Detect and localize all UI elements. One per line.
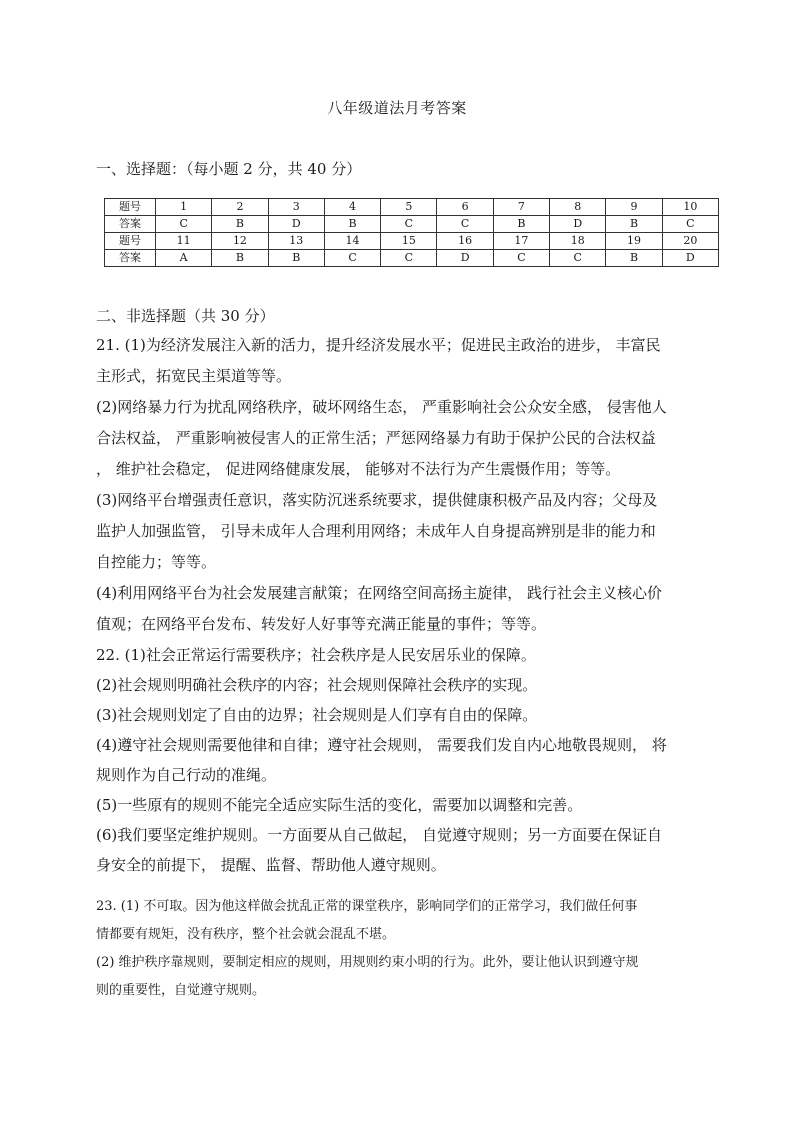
table-cell: 13 [268,233,324,250]
answer-line: (4)利用网络平台为社会发展建言献策；在网络空间高扬主旋律， 践行社会主义核心价 [96,584,663,602]
answer-line: 合法权益， 严重影响被侵害人的正常生活；严惩网络暴力有助于保护公民的合法权益 [96,429,656,447]
table-cell: 7 [493,199,549,216]
table-cell: C [662,216,718,233]
table-cell: 4 [324,199,380,216]
table-cell: 12 [212,233,268,250]
answer-line: 监护人加强监管， 引导未成年人合理利用网络；未成年人自身提高辨别是非的能力和 [96,522,656,540]
table-cell: 19 [606,233,662,250]
answer-line: (5)一些原有的规则不能完全适应实际生活的变化，需要加以调整和完善。 [96,796,583,814]
table-cell: C [324,250,380,267]
table-cell: 1 [156,199,212,216]
answer-table [104,198,719,267]
table-cell: B [493,216,549,233]
table-cell: B [268,250,324,267]
table-cell: 2 [212,199,268,216]
table-row [105,216,719,233]
table-cell: D [550,216,606,233]
table-row [105,233,719,250]
table-cell: 11 [156,233,212,250]
table-cell: 答案 [105,216,156,233]
answer-line: (2) 维护秩序靠规则，要制定相应的规则，用规则约束小明的行为。此外，要让他认识到遵守规 [96,955,639,970]
table-cell: C [156,216,212,233]
table-cell: A [156,250,212,267]
table-cell: 3 [268,199,324,216]
question-23-answer [96,893,696,1005]
table-cell: C [381,216,437,233]
table-cell: 14 [324,233,380,250]
question-21-answer [96,330,696,640]
answer-line: 主形式，拓宽民主渠道等等。 [96,367,292,385]
table-cell: B [606,216,662,233]
table-cell: 16 [437,233,493,250]
table-cell: 5 [381,199,437,216]
answer-line: 自控能力；等等。 [96,553,217,571]
answer-line: 21. (1)为经济发展注入新的活力，提升经济发展水平；促进民主政治的进步， 丰富民 [96,336,661,354]
answer-line: (4)遵守社会规则需要他律和自律；遵守社会规则， 需要我们发自内心地敬畏规则， 将 [96,736,667,754]
table-cell: 9 [606,199,662,216]
answer-line: 规则作为自己行动的准绳。 [96,766,277,784]
answer-line: (6)我们要坚定维护规则。一方面要从自己做起， 自觉遵守规则；另一方面要在保证自 [96,826,663,844]
table-cell: 8 [550,199,606,216]
table-cell: 6 [437,199,493,216]
answer-line: 23. (1) 不可取。因为他这样做会扰乱正常的课堂秩序，影响同学们的正常学习，我们做任何事 [96,899,638,914]
table-cell: 题号 [105,233,156,250]
table-cell: 20 [662,233,718,250]
table-cell: B [212,250,268,267]
answer-line: (2)网络暴力行为扰乱网络秩序，破坏网络生态， 严重影响社会公众安全感， 侵害他人 [96,398,667,416]
table-cell: B [606,250,662,267]
table-cell: 答案 [105,250,156,267]
table-cell: D [437,250,493,267]
answer-line: ， 维护社会稳定， 促进网络健康发展， 能够对不法行为产生震慑作用；等等。 [96,460,621,478]
table-cell: 10 [662,199,718,216]
table-cell: 15 [381,233,437,250]
answer-line: 22. (1)社会正常运行需要秩序；社会秩序是人民安居乐业的保障。 [96,646,536,664]
table-cell: 题号 [105,199,156,216]
table-cell: B [212,216,268,233]
table-cell: 17 [493,233,549,250]
table-cell: C [437,216,493,233]
page-title: 八年级道法月考答案 [327,99,467,117]
answer-line: (3)社会规则划定了自由的边界；社会规则是人们享有自由的保障。 [96,706,538,724]
table-row [105,250,719,267]
table-cell: C [550,250,606,267]
table-row [105,199,719,216]
table-cell: D [268,216,324,233]
answer-line: (3)网络平台增强责任意识，落实防沉迷系统要求，提供健康积极产品及内容；父母及 [96,491,658,509]
section-heading-choice: 一、选择题：（每小题 2 分，共 40 分） [96,160,362,178]
answer-line: (2)社会规则明确社会秩序的内容；社会规则保障社会秩序的实现。 [96,676,538,694]
table-cell: D [662,250,718,267]
answer-line: 身安全的前提下， 提醒、监督、帮助他人遵守规则。 [96,856,446,874]
answer-line: 则的重要性，自觉遵守规则。 [96,983,266,998]
table-cell: 18 [550,233,606,250]
answer-line: 值观；在网络平台发布、转发好人好事等充满正能量的事件；等等。 [96,615,547,633]
section-heading-nonchoice: 二、非选择题（共 30 分） [96,307,275,325]
table-cell: B [324,216,380,233]
answer-line: 情都要有规矩，没有秩序，整个社会就会混乱不堪。 [96,927,396,942]
table-cell: C [493,250,549,267]
table-cell: C [381,250,437,267]
question-22-answer [96,640,696,880]
